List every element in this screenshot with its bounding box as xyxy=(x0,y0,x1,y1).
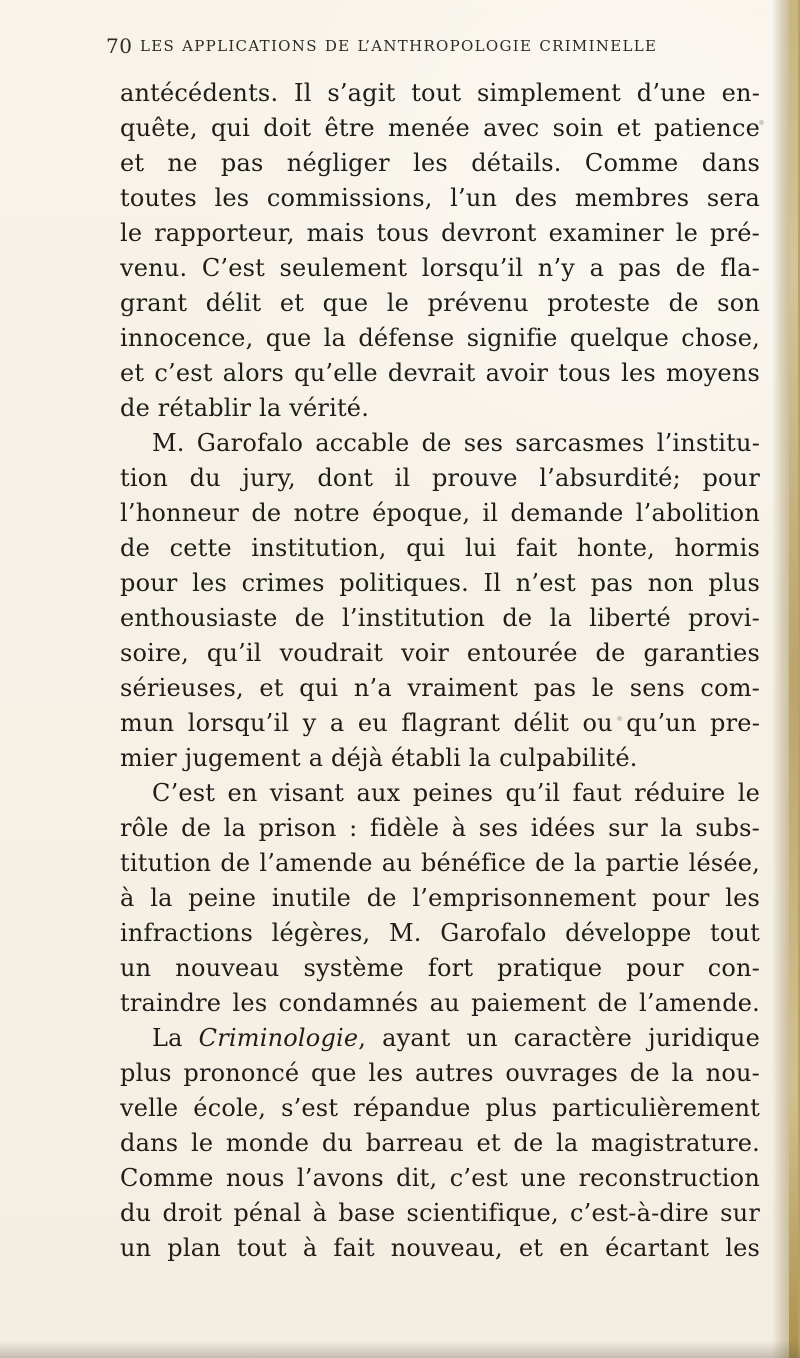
text-line: à la peine inutile de l’emprisonnement pour les xyxy=(120,884,760,912)
text-line: mun lorsqu’il y a eu flagrant délit ou qu’un pre- xyxy=(120,709,760,737)
book-title-italic: Criminologie xyxy=(198,1024,359,1052)
body-text xyxy=(120,76,760,1316)
ink-speck xyxy=(759,120,764,125)
page-edge-shadow xyxy=(772,0,800,1358)
text-line: mier jugement a déjà établi la culpabilité. xyxy=(120,744,638,772)
text-line: innocence, que la défense signifie quelque chose, xyxy=(120,324,760,352)
page-header xyxy=(106,34,756,60)
text-line: un plan tout à fait nouveau, et en écartant les xyxy=(120,1234,760,1262)
text-line: de rétablir la vérité. xyxy=(120,394,370,422)
text-line: velle école, s’est répandue plus particulièrement xyxy=(120,1094,760,1122)
text-line: du droit pénal à base scientifique, c’est-à-dire sur xyxy=(120,1199,760,1227)
page-number: 70 xyxy=(106,34,133,58)
text-line: toutes les commissions, l’un des membres sera xyxy=(120,184,760,212)
text-line: rôle de la prison : fidèle à ses idées sur la subs- xyxy=(120,814,760,842)
text-line: l’honneur de notre époque, il demande l’abolition xyxy=(120,499,760,527)
ink-speck xyxy=(617,716,622,721)
page-bottom-shadow xyxy=(0,1340,800,1358)
text-line: de cette institution, qui lui fait honte, hormis xyxy=(120,534,760,562)
text-line: soire, qu’il voudrait voir entourée de garanties xyxy=(120,639,760,667)
paragraph-continuation: , ayant un caractère juridique xyxy=(358,1024,760,1052)
text-line: Comme nous l’avons dit, c’est une reconstruction xyxy=(120,1164,760,1192)
text-line: un nouveau système fort pratique pour con- xyxy=(120,954,760,982)
text-line: dans le monde du barreau et de la magistrature. xyxy=(120,1129,760,1157)
text-line: traindre les condamnés au paiement de l’amende. xyxy=(120,989,760,1017)
running-title: LES APPLICATIONS DE L’ANTHROPOLOGIE CRIMINELLE xyxy=(140,37,658,55)
text-line: le rapporteur, mais tous devront examiner le pré- xyxy=(120,219,760,247)
text-line: quête, qui doit être menée avec soin et patience xyxy=(120,114,760,142)
paragraph-start-line xyxy=(152,1021,760,1055)
text-line: sérieuses, et qui n’a vraiment pas le sens com- xyxy=(120,674,760,702)
text-line: tion du jury, dont il prouve l’absurdité; pour xyxy=(120,464,760,492)
text-line: pour les crimes politiques. Il n’est pas non plus xyxy=(120,569,760,597)
text-line: venu. C’est seulement lorsqu’il n’y a pas de fla- xyxy=(120,254,760,282)
text-line: et c’est alors qu’elle devrait avoir tous les moyens xyxy=(120,359,760,387)
text-line: plus prononcé que les autres ouvrages de la nou- xyxy=(120,1059,760,1087)
text-line: infractions légères, M. Garofalo développe tout xyxy=(120,919,760,947)
paragraph-start-line: M. Garofalo accable de ses sarcasmes l’institu- xyxy=(152,429,760,457)
paragraph-start-line: C’est en visant aux peines qu’il faut réduire le xyxy=(152,779,760,807)
text-line: titution de l’amende au bénéfice de la partie lésée, xyxy=(120,849,760,877)
text-line: enthousiaste de l’institution de la liberté provi- xyxy=(120,604,760,632)
text-line: antécédents. Il s’agit tout simplement d’une en- xyxy=(120,79,760,107)
text-line: grant délit et que le prévenu proteste de son xyxy=(120,289,760,317)
paragraph-word: La xyxy=(152,1024,183,1052)
text-line: et ne pas négliger les détails. Comme dans xyxy=(120,149,760,177)
